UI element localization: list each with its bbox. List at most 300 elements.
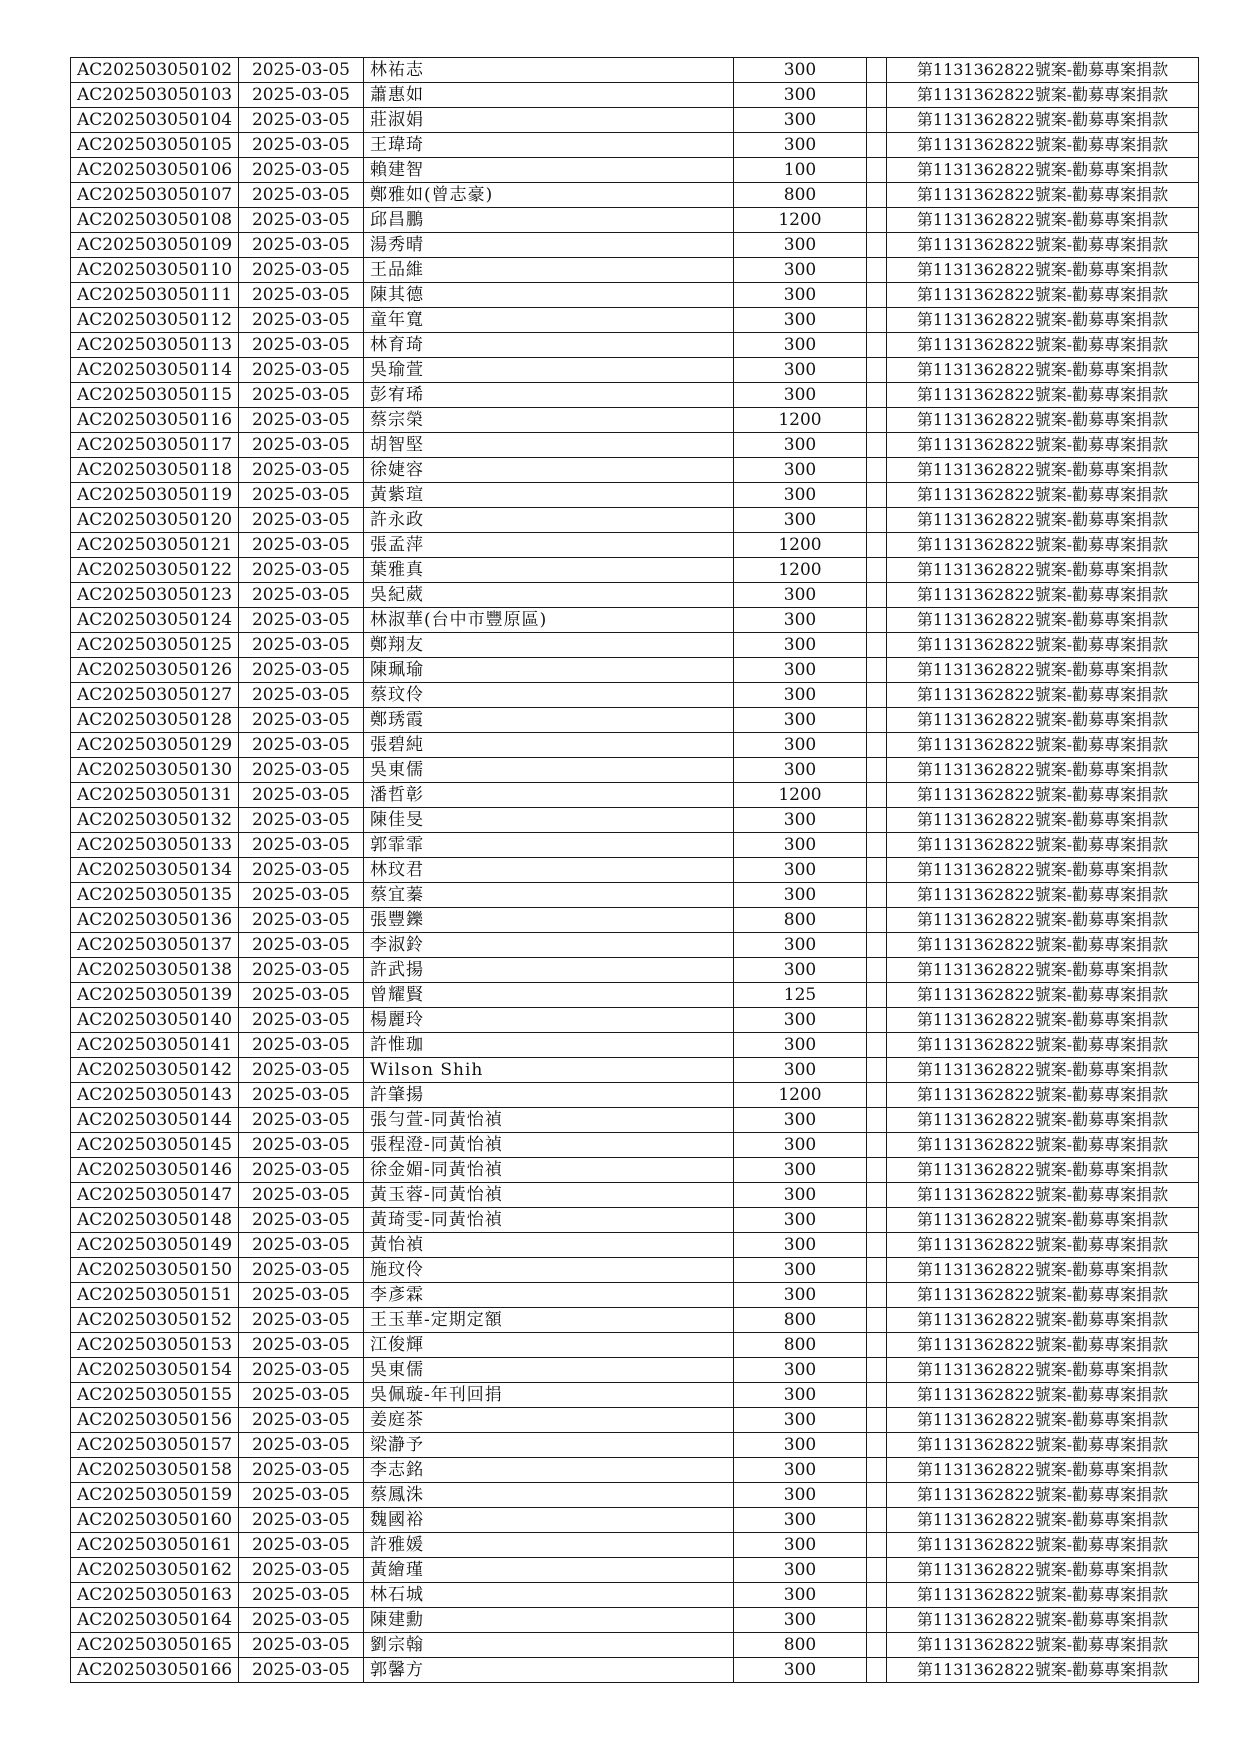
- date-cell: 2025-03-05: [239, 1033, 364, 1058]
- receipt-id-cell: AC202503050120: [71, 508, 239, 533]
- receipt-id-cell: AC202503050155: [71, 1383, 239, 1408]
- amount-cell: 1200: [734, 1083, 867, 1108]
- donor-name-cell: 陳建勳: [364, 1608, 734, 1633]
- table-row: [71, 1658, 1199, 1683]
- receipt-id-cell: AC202503050150: [71, 1258, 239, 1283]
- amount-cell: 800: [734, 183, 867, 208]
- date-cell: 2025-03-05: [239, 708, 364, 733]
- receipt-id-cell: AC202503050107: [71, 183, 239, 208]
- receipt-id-cell: AC202503050164: [71, 1608, 239, 1633]
- purpose-cell: 第1131362822號案-勸募專案捐款: [887, 1183, 1199, 1208]
- amount-cell: 300: [734, 758, 867, 783]
- receipt-id-cell: AC202503050103: [71, 83, 239, 108]
- receipt-id-cell: AC202503050104: [71, 108, 239, 133]
- amount-cell: 300: [734, 1583, 867, 1608]
- donor-name-cell: 鄭琇霞: [364, 708, 734, 733]
- receipt-id-cell: AC202503050117: [71, 433, 239, 458]
- receipt-id-cell: AC202503050116: [71, 408, 239, 433]
- table-row: [71, 1208, 1199, 1233]
- table-row: [71, 233, 1199, 258]
- table-row: [71, 1483, 1199, 1508]
- donor-name-cell: 陳珮瑜: [364, 658, 734, 683]
- amount-cell: 300: [734, 708, 867, 733]
- amount-cell: 300: [734, 383, 867, 408]
- donor-name-cell: 彭宥琋: [364, 383, 734, 408]
- purpose-cell: 第1131362822號案-勸募專案捐款: [887, 533, 1199, 558]
- amount-cell: 300: [734, 633, 867, 658]
- donor-name-cell: 李志銘: [364, 1458, 734, 1483]
- date-cell: 2025-03-05: [239, 683, 364, 708]
- date-cell: 2025-03-05: [239, 983, 364, 1008]
- date-cell: 2025-03-05: [239, 883, 364, 908]
- purpose-cell: 第1131362822號案-勸募專案捐款: [887, 883, 1199, 908]
- spacer-cell: [867, 483, 887, 508]
- spacer-cell: [867, 1033, 887, 1058]
- spacer-cell: [867, 1208, 887, 1233]
- donor-name-cell: 吳瑜萱: [364, 358, 734, 383]
- spacer-cell: [867, 1483, 887, 1508]
- donor-name-cell: 陳佳旻: [364, 808, 734, 833]
- table-row: [71, 1033, 1199, 1058]
- spacer-cell: [867, 308, 887, 333]
- donor-name-cell: 蕭惠如: [364, 83, 734, 108]
- date-cell: 2025-03-05: [239, 808, 364, 833]
- donor-name-cell: 林淑華(台中市豐原區): [364, 608, 734, 633]
- receipt-id-cell: AC202503050144: [71, 1108, 239, 1133]
- amount-cell: 300: [734, 308, 867, 333]
- spacer-cell: [867, 933, 887, 958]
- table-row: [71, 683, 1199, 708]
- table-row: [71, 1158, 1199, 1183]
- date-cell: 2025-03-05: [239, 1208, 364, 1233]
- donor-name-cell: 張勻萱-同黃怡禎: [364, 1108, 734, 1133]
- date-cell: 2025-03-05: [239, 608, 364, 633]
- table-row: [71, 108, 1199, 133]
- date-cell: 2025-03-05: [239, 1508, 364, 1533]
- spacer-cell: [867, 183, 887, 208]
- amount-cell: 300: [734, 1258, 867, 1283]
- purpose-cell: 第1131362822號案-勸募專案捐款: [887, 708, 1199, 733]
- receipt-id-cell: AC202503050115: [71, 383, 239, 408]
- receipt-id-cell: AC202503050125: [71, 633, 239, 658]
- amount-cell: 800: [734, 1333, 867, 1358]
- donor-name-cell: 潘哲彰: [364, 783, 734, 808]
- amount-cell: 300: [734, 1358, 867, 1383]
- table-row: [71, 858, 1199, 883]
- spacer-cell: [867, 1333, 887, 1358]
- amount-cell: 1200: [734, 558, 867, 583]
- purpose-cell: 第1131362822號案-勸募專案捐款: [887, 83, 1199, 108]
- donor-name-cell: 梁瀞予: [364, 1433, 734, 1458]
- receipt-id-cell: AC202503050132: [71, 808, 239, 833]
- purpose-cell: 第1131362822號案-勸募專案捐款: [887, 783, 1199, 808]
- amount-cell: 800: [734, 1633, 867, 1658]
- spacer-cell: [867, 358, 887, 383]
- receipt-id-cell: AC202503050166: [71, 1658, 239, 1683]
- donor-name-cell: 許惟珈: [364, 1033, 734, 1058]
- donor-name-cell: 賴建智: [364, 158, 734, 183]
- table-row: [71, 1283, 1199, 1308]
- purpose-cell: 第1131362822號案-勸募專案捐款: [887, 1083, 1199, 1108]
- table-row: [71, 258, 1199, 283]
- table-row: [71, 458, 1199, 483]
- date-cell: 2025-03-05: [239, 358, 364, 383]
- amount-cell: 300: [734, 133, 867, 158]
- donor-name-cell: 蔡鳳洙: [364, 1483, 734, 1508]
- donor-name-cell: 張孟萍: [364, 533, 734, 558]
- table-row: [71, 1258, 1199, 1283]
- spacer-cell: [867, 108, 887, 133]
- donor-name-cell: 魏國裕: [364, 1508, 734, 1533]
- donor-name-cell: 吳東儒: [364, 758, 734, 783]
- amount-cell: 300: [734, 733, 867, 758]
- donor-name-cell: 黃繪瑾: [364, 1558, 734, 1583]
- date-cell: 2025-03-05: [239, 933, 364, 958]
- donor-name-cell: 鄭雅如(曾志豪): [364, 183, 734, 208]
- table-row: [71, 1008, 1199, 1033]
- purpose-cell: 第1131362822號案-勸募專案捐款: [887, 208, 1199, 233]
- date-cell: 2025-03-05: [239, 208, 364, 233]
- spacer-cell: [867, 1533, 887, 1558]
- receipt-id-cell: AC202503050147: [71, 1183, 239, 1208]
- date-cell: 2025-03-05: [239, 1608, 364, 1633]
- table-row: [71, 1633, 1199, 1658]
- spacer-cell: [867, 558, 887, 583]
- amount-cell: 300: [734, 1008, 867, 1033]
- date-cell: 2025-03-05: [239, 158, 364, 183]
- spacer-cell: [867, 133, 887, 158]
- spacer-cell: [867, 458, 887, 483]
- table-row: [71, 708, 1199, 733]
- spacer-cell: [867, 1083, 887, 1108]
- donor-name-cell: 楊麗玲: [364, 1008, 734, 1033]
- table-row: [71, 158, 1199, 183]
- receipt-id-cell: AC202503050112: [71, 308, 239, 333]
- receipt-id-cell: AC202503050121: [71, 533, 239, 558]
- amount-cell: 300: [734, 233, 867, 258]
- spacer-cell: [867, 633, 887, 658]
- purpose-cell: 第1131362822號案-勸募專案捐款: [887, 1508, 1199, 1533]
- table-row: [71, 1083, 1199, 1108]
- amount-cell: 300: [734, 1133, 867, 1158]
- receipt-id-cell: AC202503050165: [71, 1633, 239, 1658]
- donor-name-cell: 葉雅真: [364, 558, 734, 583]
- purpose-cell: 第1131362822號案-勸募專案捐款: [887, 433, 1199, 458]
- donor-name-cell: 許武揚: [364, 958, 734, 983]
- receipt-id-cell: AC202503050163: [71, 1583, 239, 1608]
- receipt-id-cell: AC202503050122: [71, 558, 239, 583]
- spacer-cell: [867, 1658, 887, 1683]
- purpose-cell: 第1131362822號案-勸募專案捐款: [887, 733, 1199, 758]
- table-row: [71, 358, 1199, 383]
- table-row: [71, 58, 1199, 83]
- date-cell: 2025-03-05: [239, 133, 364, 158]
- table-row: [71, 908, 1199, 933]
- table-row: [71, 408, 1199, 433]
- spacer-cell: [867, 783, 887, 808]
- spacer-cell: [867, 1308, 887, 1333]
- purpose-cell: 第1131362822號案-勸募專案捐款: [887, 558, 1199, 583]
- donor-name-cell: 蔡宗榮: [364, 408, 734, 433]
- date-cell: 2025-03-05: [239, 758, 364, 783]
- amount-cell: 1200: [734, 533, 867, 558]
- purpose-cell: 第1131362822號案-勸募專案捐款: [887, 1208, 1199, 1233]
- table-row: [71, 283, 1199, 308]
- donor-name-cell: 徐婕容: [364, 458, 734, 483]
- amount-cell: 100: [734, 158, 867, 183]
- donor-name-cell: 江俊輝: [364, 1333, 734, 1358]
- date-cell: 2025-03-05: [239, 633, 364, 658]
- date-cell: 2025-03-05: [239, 458, 364, 483]
- receipt-id-cell: AC202503050127: [71, 683, 239, 708]
- date-cell: 2025-03-05: [239, 1158, 364, 1183]
- purpose-cell: 第1131362822號案-勸募專案捐款: [887, 1233, 1199, 1258]
- table-row: [71, 1608, 1199, 1633]
- date-cell: 2025-03-05: [239, 1308, 364, 1333]
- amount-cell: 300: [734, 883, 867, 908]
- spacer-cell: [867, 83, 887, 108]
- purpose-cell: 第1131362822號案-勸募專案捐款: [887, 258, 1199, 283]
- receipt-id-cell: AC202503050133: [71, 833, 239, 858]
- table-row: [71, 1058, 1199, 1083]
- purpose-cell: 第1131362822號案-勸募專案捐款: [887, 808, 1199, 833]
- donor-name-cell: Wilson Shih: [364, 1058, 734, 1083]
- date-cell: 2025-03-05: [239, 258, 364, 283]
- amount-cell: 300: [734, 1283, 867, 1308]
- amount-cell: 300: [734, 1058, 867, 1083]
- donor-name-cell: 吳東儒: [364, 1358, 734, 1383]
- receipt-id-cell: AC202503050160: [71, 1508, 239, 1533]
- receipt-id-cell: AC202503050157: [71, 1433, 239, 1458]
- spacer-cell: [867, 883, 887, 908]
- spacer-cell: [867, 1383, 887, 1408]
- table-row: [71, 383, 1199, 408]
- spacer-cell: [867, 908, 887, 933]
- table-row: [71, 833, 1199, 858]
- amount-cell: 300: [734, 358, 867, 383]
- receipt-id-cell: AC202503050110: [71, 258, 239, 283]
- spacer-cell: [867, 833, 887, 858]
- amount-cell: 300: [734, 1158, 867, 1183]
- receipt-id-cell: AC202503050124: [71, 608, 239, 633]
- spacer-cell: [867, 983, 887, 1008]
- date-cell: 2025-03-05: [239, 108, 364, 133]
- table-row: [71, 533, 1199, 558]
- spacer-cell: [867, 958, 887, 983]
- spacer-cell: [867, 1608, 887, 1633]
- receipt-id-cell: AC202503050139: [71, 983, 239, 1008]
- donor-name-cell: 林祐志: [364, 58, 734, 83]
- table-row: [71, 1108, 1199, 1133]
- table-row: [71, 883, 1199, 908]
- donor-name-cell: 張碧純: [364, 733, 734, 758]
- amount-cell: 300: [734, 683, 867, 708]
- donor-name-cell: 吳紀葳: [364, 583, 734, 608]
- amount-cell: 300: [734, 1383, 867, 1408]
- receipt-id-cell: AC202503050156: [71, 1408, 239, 1433]
- receipt-id-cell: AC202503050128: [71, 708, 239, 733]
- purpose-cell: 第1131362822號案-勸募專案捐款: [887, 1358, 1199, 1383]
- purpose-cell: 第1131362822號案-勸募專案捐款: [887, 333, 1199, 358]
- table-row: [71, 1308, 1199, 1333]
- spacer-cell: [867, 1133, 887, 1158]
- date-cell: 2025-03-05: [239, 483, 364, 508]
- table-row: [71, 333, 1199, 358]
- donor-name-cell: 姜庭茶: [364, 1408, 734, 1433]
- date-cell: 2025-03-05: [239, 1258, 364, 1283]
- amount-cell: 1200: [734, 408, 867, 433]
- table-row: [71, 433, 1199, 458]
- date-cell: 2025-03-05: [239, 558, 364, 583]
- receipt-id-cell: AC202503050102: [71, 58, 239, 83]
- spacer-cell: [867, 583, 887, 608]
- spacer-cell: [867, 1583, 887, 1608]
- amount-cell: 300: [734, 1033, 867, 1058]
- date-cell: 2025-03-05: [239, 1083, 364, 1108]
- purpose-cell: 第1131362822號案-勸募專案捐款: [887, 483, 1199, 508]
- date-cell: 2025-03-05: [239, 858, 364, 883]
- donor-name-cell: 郭馨方: [364, 1658, 734, 1683]
- table-row: [71, 483, 1199, 508]
- table-row: [71, 1583, 1199, 1608]
- purpose-cell: 第1131362822號案-勸募專案捐款: [887, 1158, 1199, 1183]
- spacer-cell: [867, 1108, 887, 1133]
- amount-cell: 300: [734, 433, 867, 458]
- spacer-cell: [867, 258, 887, 283]
- receipt-id-cell: AC202503050151: [71, 1283, 239, 1308]
- spacer-cell: [867, 1283, 887, 1308]
- date-cell: 2025-03-05: [239, 308, 364, 333]
- amount-cell: 300: [734, 1233, 867, 1258]
- spacer-cell: [867, 1258, 887, 1283]
- amount-cell: 300: [734, 1433, 867, 1458]
- spacer-cell: [867, 333, 887, 358]
- table-row: [71, 1383, 1199, 1408]
- spacer-cell: [867, 608, 887, 633]
- table-row: [71, 983, 1199, 1008]
- donor-name-cell: 湯秀晴: [364, 233, 734, 258]
- amount-cell: 300: [734, 83, 867, 108]
- purpose-cell: 第1131362822號案-勸募專案捐款: [887, 1483, 1199, 1508]
- purpose-cell: 第1131362822號案-勸募專案捐款: [887, 1108, 1199, 1133]
- amount-cell: 300: [734, 608, 867, 633]
- receipt-id-cell: AC202503050109: [71, 233, 239, 258]
- table-row: [71, 558, 1199, 583]
- spacer-cell: [867, 1458, 887, 1483]
- table-row: [71, 758, 1199, 783]
- donor-name-cell: 王玉華-定期定額: [364, 1308, 734, 1333]
- spacer-cell: [867, 758, 887, 783]
- spacer-cell: [867, 408, 887, 433]
- date-cell: 2025-03-05: [239, 1058, 364, 1083]
- donor-name-cell: 劉宗翰: [364, 1633, 734, 1658]
- amount-cell: 300: [734, 508, 867, 533]
- purpose-cell: 第1131362822號案-勸募專案捐款: [887, 583, 1199, 608]
- amount-cell: 300: [734, 1458, 867, 1483]
- amount-cell: 800: [734, 1308, 867, 1333]
- date-cell: 2025-03-05: [239, 508, 364, 533]
- donor-name-cell: 王瑋琦: [364, 133, 734, 158]
- purpose-cell: 第1131362822號案-勸募專案捐款: [887, 1458, 1199, 1483]
- table-row: [71, 308, 1199, 333]
- purpose-cell: 第1131362822號案-勸募專案捐款: [887, 1333, 1199, 1358]
- donor-name-cell: 林育琦: [364, 333, 734, 358]
- purpose-cell: 第1131362822號案-勸募專案捐款: [887, 933, 1199, 958]
- donor-name-cell: 林玟君: [364, 858, 734, 883]
- date-cell: 2025-03-05: [239, 1283, 364, 1308]
- receipt-id-cell: AC202503050118: [71, 458, 239, 483]
- amount-cell: 300: [734, 1408, 867, 1433]
- purpose-cell: 第1131362822號案-勸募專案捐款: [887, 158, 1199, 183]
- purpose-cell: 第1131362822號案-勸募專案捐款: [887, 1658, 1199, 1683]
- spacer-cell: [867, 1633, 887, 1658]
- amount-cell: 300: [734, 108, 867, 133]
- receipt-id-cell: AC202503050136: [71, 908, 239, 933]
- receipt-id-cell: AC202503050141: [71, 1033, 239, 1058]
- date-cell: 2025-03-05: [239, 58, 364, 83]
- amount-cell: 300: [734, 58, 867, 83]
- receipt-id-cell: AC202503050134: [71, 858, 239, 883]
- date-cell: 2025-03-05: [239, 1658, 364, 1683]
- purpose-cell: 第1131362822號案-勸募專案捐款: [887, 108, 1199, 133]
- spacer-cell: [867, 1433, 887, 1458]
- amount-cell: 300: [734, 458, 867, 483]
- donor-name-cell: 黃怡禎: [364, 1233, 734, 1258]
- donor-name-cell: 張程澄-同黃怡禎: [364, 1133, 734, 1158]
- spacer-cell: [867, 1183, 887, 1208]
- spacer-cell: [867, 1058, 887, 1083]
- donor-name-cell: 莊淑娟: [364, 108, 734, 133]
- purpose-cell: 第1131362822號案-勸募專案捐款: [887, 758, 1199, 783]
- spacer-cell: [867, 1508, 887, 1533]
- date-cell: 2025-03-05: [239, 533, 364, 558]
- purpose-cell: 第1131362822號案-勸募專案捐款: [887, 658, 1199, 683]
- amount-cell: 300: [734, 258, 867, 283]
- donor-name-cell: 邱昌鵬: [364, 208, 734, 233]
- purpose-cell: 第1131362822號案-勸募專案捐款: [887, 683, 1199, 708]
- date-cell: 2025-03-05: [239, 1408, 364, 1433]
- spacer-cell: [867, 858, 887, 883]
- table-row: [71, 933, 1199, 958]
- date-cell: 2025-03-05: [239, 233, 364, 258]
- table-row: [71, 1408, 1199, 1433]
- date-cell: 2025-03-05: [239, 1183, 364, 1208]
- purpose-cell: 第1131362822號案-勸募專案捐款: [887, 1408, 1199, 1433]
- receipt-id-cell: AC202503050148: [71, 1208, 239, 1233]
- purpose-cell: 第1131362822號案-勸募專案捐款: [887, 858, 1199, 883]
- spacer-cell: [867, 658, 887, 683]
- date-cell: 2025-03-05: [239, 1558, 364, 1583]
- purpose-cell: 第1131362822號案-勸募專案捐款: [887, 1058, 1199, 1083]
- spacer-cell: [867, 208, 887, 233]
- table-row: [71, 133, 1199, 158]
- date-cell: 2025-03-05: [239, 1008, 364, 1033]
- purpose-cell: 第1131362822號案-勸募專案捐款: [887, 1258, 1199, 1283]
- donor-name-cell: 許肇揚: [364, 1083, 734, 1108]
- table-row: [71, 183, 1199, 208]
- amount-cell: 300: [734, 1483, 867, 1508]
- amount-cell: 300: [734, 1533, 867, 1558]
- purpose-cell: 第1131362822號案-勸募專案捐款: [887, 608, 1199, 633]
- purpose-cell: 第1131362822號案-勸募專案捐款: [887, 1558, 1199, 1583]
- amount-cell: 300: [734, 283, 867, 308]
- purpose-cell: 第1131362822號案-勸募專案捐款: [887, 1133, 1199, 1158]
- receipt-id-cell: AC202503050138: [71, 958, 239, 983]
- amount-cell: 300: [734, 808, 867, 833]
- purpose-cell: 第1131362822號案-勸募專案捐款: [887, 133, 1199, 158]
- amount-cell: 300: [734, 1608, 867, 1633]
- date-cell: 2025-03-05: [239, 1383, 364, 1408]
